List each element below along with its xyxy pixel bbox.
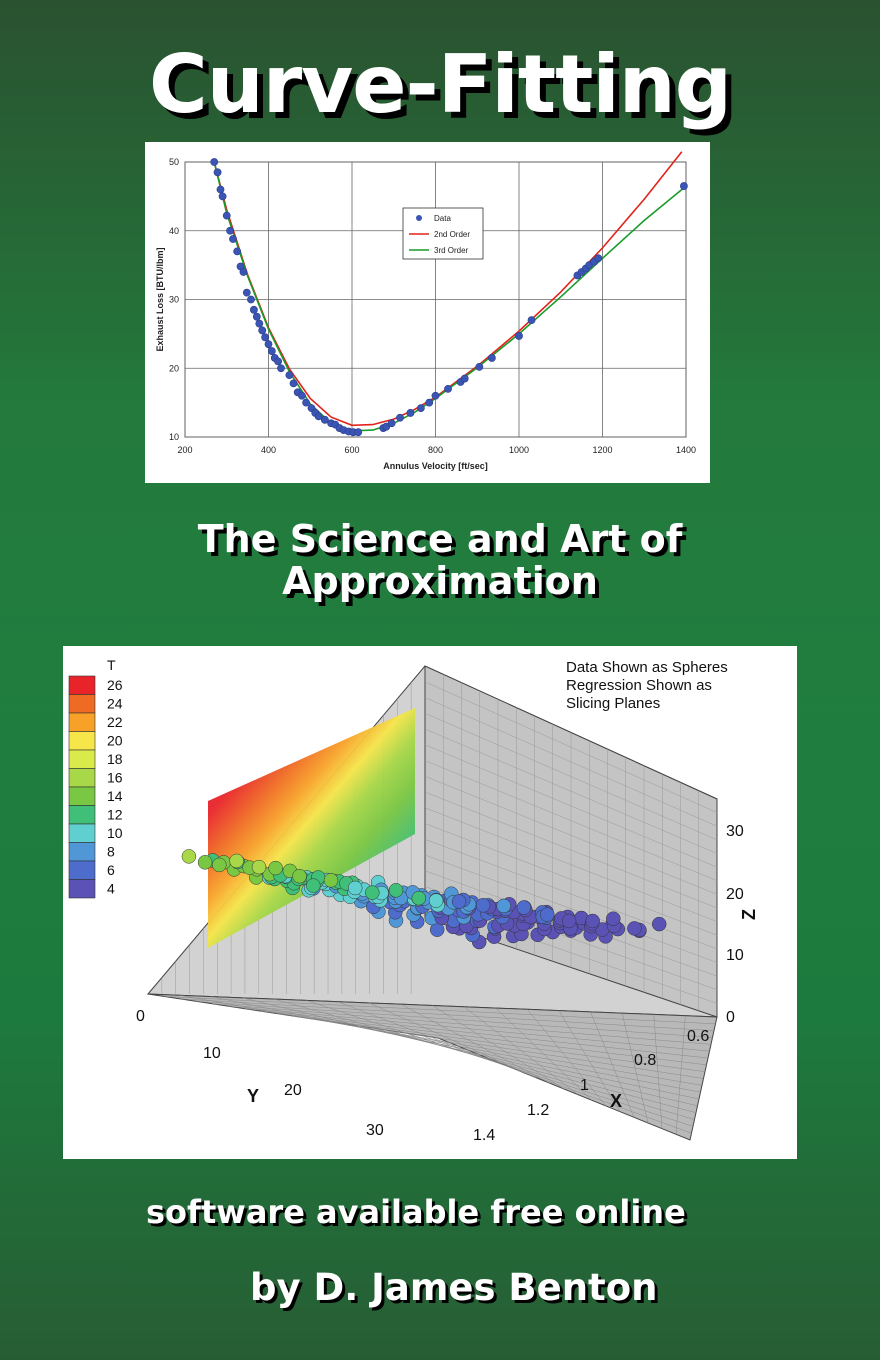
colorbar-level-label: 22 (107, 714, 123, 730)
data-point (226, 227, 233, 234)
colorbar-level-label: 6 (107, 862, 115, 878)
curve-fit-chart-panel (145, 142, 710, 483)
data-point (476, 363, 483, 370)
colorbar-swatch (69, 695, 95, 714)
colorbar-level-label: 24 (107, 695, 123, 712)
x-axis-label: Annulus Velocity [ft/sec] (383, 461, 488, 471)
x-tick-label: 600 (344, 445, 360, 455)
legend (403, 208, 483, 259)
x-tick-label: 0.6 (687, 1028, 710, 1045)
data-sphere (212, 858, 226, 872)
x-tick-label: 1.2 (527, 1102, 550, 1119)
data-sphere (324, 873, 338, 887)
plot-annotation-line: Data Shown as Spheres (566, 659, 728, 676)
colorbar-swatch (69, 824, 95, 843)
data-point (426, 399, 433, 406)
data-point (214, 169, 221, 176)
data-point (298, 392, 305, 399)
y-tick-label: 20 (168, 363, 179, 374)
x-tick-label: 1200 (592, 445, 613, 455)
floor-plane (148, 994, 717, 1140)
data-point (388, 420, 395, 427)
data-point (515, 332, 522, 339)
data-point (396, 414, 403, 421)
colorbar-level-label: 18 (107, 751, 123, 767)
data-point (234, 248, 241, 255)
regression-3d-panel (63, 646, 797, 1159)
data-sphere (230, 854, 244, 868)
legend-label: Data (434, 214, 451, 223)
y-tick-label: 30 (168, 294, 179, 305)
data-point (243, 289, 250, 296)
data-sphere (365, 886, 379, 900)
colorbar-title: T (107, 657, 116, 673)
colorbar-swatch (69, 787, 95, 806)
data-point (275, 358, 282, 365)
data-point (253, 313, 260, 320)
data-point (488, 354, 495, 361)
data-point (217, 186, 224, 193)
x-tick-label: 200 (177, 445, 193, 455)
colorbar-swatch (69, 880, 95, 899)
curve-fit-chart (145, 142, 710, 483)
data-point (355, 429, 362, 436)
data-point (595, 255, 602, 262)
x-tick-label: 1 (580, 1077, 589, 1094)
origin-label: 0 (136, 1008, 145, 1025)
tagline: software available free online (146, 1193, 686, 1231)
y-tick-label: 50 (168, 157, 179, 167)
legend-marker (416, 215, 422, 221)
data-sphere (652, 917, 666, 931)
data-point (211, 158, 218, 165)
data-point (259, 327, 266, 334)
colorbar-swatch (69, 806, 95, 825)
colorbar-level-label: 12 (107, 806, 123, 823)
y-tick-label: 10 (203, 1045, 221, 1062)
data-sphere (389, 883, 403, 897)
book-title: Curve-Fitting (149, 38, 731, 131)
data-point (219, 193, 226, 200)
y-axis-label: Y (247, 1086, 260, 1106)
data-point (277, 365, 284, 372)
data-point (268, 347, 275, 354)
data-sphere (306, 879, 320, 893)
y-tick-label: 30 (366, 1122, 384, 1139)
data-point (302, 399, 309, 406)
subtitle-line-2: Approximation (282, 559, 598, 603)
data-point (461, 375, 468, 382)
data-sphere (252, 860, 266, 874)
colorbar-swatch (69, 861, 95, 880)
colorbar-swatch (69, 750, 95, 769)
data-point (417, 405, 424, 412)
data-sphere (476, 898, 490, 912)
data-sphere (517, 901, 531, 915)
plot-annotation-line: Regression Shown as (566, 677, 712, 694)
data-point (247, 296, 254, 303)
data-sphere (586, 914, 600, 928)
data-point (265, 341, 272, 348)
x-tick-label: 800 (427, 445, 444, 455)
data-point (528, 317, 535, 324)
data-point (444, 385, 451, 392)
data-point (432, 392, 439, 399)
z-tick-label: 30 (726, 823, 744, 840)
x-tick-label: 0.8 (634, 1052, 657, 1069)
data-point (680, 182, 687, 189)
colorbar-level-label: 16 (107, 769, 123, 786)
regression-3d-plot (63, 646, 797, 1159)
z-tick-label: 20 (726, 886, 744, 903)
data-point (256, 320, 263, 327)
book-subtitle (0, 518, 880, 602)
data-point (229, 235, 236, 242)
data-sphere (452, 895, 466, 909)
y-tick-label: 20 (284, 1082, 302, 1099)
colorbar-swatch (69, 676, 95, 695)
subtitle-line-1: The Science and Art of (197, 517, 683, 561)
data-sphere (606, 912, 620, 926)
data-sphere (412, 891, 426, 905)
colorbar-level-label: 8 (107, 843, 115, 860)
colorbar-swatch (69, 732, 95, 751)
data-sphere (293, 869, 307, 883)
data-sphere (497, 899, 511, 913)
colorbar-level-label: 4 (107, 880, 115, 897)
data-sphere (540, 908, 554, 922)
data-sphere (627, 921, 641, 935)
data-sphere (269, 861, 283, 875)
y-tick-label: 10 (168, 432, 179, 442)
data-sphere (429, 894, 443, 908)
colorbar-level-label: 20 (107, 732, 123, 749)
data-point (290, 380, 297, 387)
x-tick-label: 400 (260, 445, 277, 455)
legend-label: 2nd Order (434, 230, 471, 239)
plot-annotation-line: Slicing Planes (566, 695, 661, 712)
colorbar-swatch (69, 713, 95, 732)
x-tick-label: 1400 (675, 445, 697, 455)
y-tick-label: 40 (168, 225, 179, 236)
data-point (240, 268, 247, 275)
data-point (223, 212, 230, 219)
data-point (262, 334, 269, 341)
colorbar-swatch (69, 843, 95, 862)
colorbar-swatch (69, 769, 95, 788)
data-point (286, 372, 293, 379)
data-sphere (348, 881, 362, 895)
x-tick-label: 1.4 (473, 1127, 496, 1144)
data-sphere (198, 855, 212, 869)
data-sphere (182, 849, 196, 863)
colorbar-level-label: 26 (107, 677, 123, 693)
data-sphere (562, 914, 576, 928)
y-axis-label: Exhaust Loss [BTU/lbm] (155, 247, 165, 352)
x-axis-label: X (610, 1091, 623, 1111)
z-tick-label: 10 (726, 947, 744, 964)
data-point (407, 409, 414, 416)
legend-label: 3rd Order (434, 246, 469, 255)
data-point (250, 306, 257, 313)
z-axis-label: Z (739, 909, 759, 920)
x-tick-label: 1000 (508, 445, 530, 455)
colorbar-level-label: 14 (107, 788, 123, 804)
author-line: by D. James Benton (250, 1266, 658, 1309)
colorbar-level-label: 10 (107, 825, 123, 841)
z-tick-label: 0 (726, 1009, 735, 1026)
